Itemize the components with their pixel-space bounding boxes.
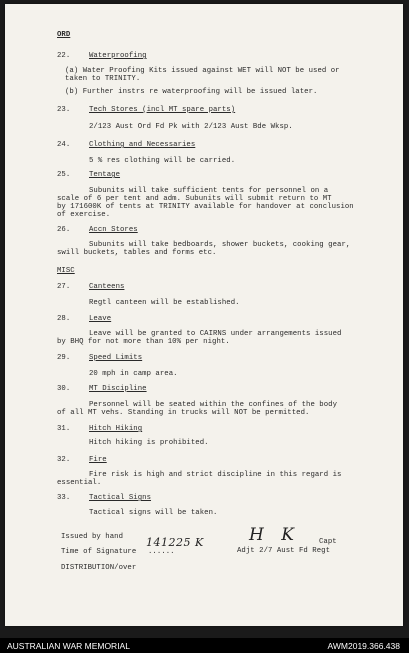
item-number: 31. bbox=[57, 425, 71, 433]
item-line: 20 mph in camp area. bbox=[89, 370, 178, 378]
signatory-role: Adjt 2/7 Aust Fd Regt bbox=[237, 547, 331, 555]
item-line: Regtl canteen will be established. bbox=[89, 299, 240, 307]
item-number: 23. bbox=[57, 106, 71, 114]
item-line: Tactical signs will be taken. bbox=[89, 509, 218, 517]
item-heading: Canteens bbox=[89, 283, 125, 291]
item-line: of exercise. bbox=[57, 211, 111, 219]
item-heading: Speed Limits bbox=[89, 354, 143, 362]
item-heading: Tactical Signs bbox=[89, 494, 152, 502]
handwritten-time: 141225 K bbox=[146, 536, 204, 549]
item-heading: Waterproofing bbox=[89, 52, 147, 60]
item-line: Leave will be granted to CAIRNS under arrangements issued bbox=[89, 330, 342, 338]
item-number: 24. bbox=[57, 141, 71, 149]
item-line: taken to TRINITY. bbox=[65, 75, 141, 83]
item-number: 32. bbox=[57, 456, 71, 464]
distribution-note: DISTRIBUTION/over bbox=[61, 564, 137, 572]
footer-accession-number: AWM2019.366.438 bbox=[327, 641, 400, 651]
item-heading: MT Discipline bbox=[89, 385, 147, 393]
item-heading: Tech Stores (incl MT spare parts) bbox=[89, 106, 236, 114]
item-heading: Tentage bbox=[89, 171, 121, 179]
footer-institution: AUSTRALIAN WAR MEMORIAL bbox=[7, 641, 130, 651]
section-heading: MISC bbox=[57, 267, 75, 275]
issued-by: Issued by hand bbox=[61, 533, 124, 541]
header-mark: ORD bbox=[57, 31, 71, 39]
item-line: by 171600K of tents at TRINITY available for handover at conclusion bbox=[57, 203, 354, 211]
item-line: (a) Water Proofing Kits issued against WET will NOT be used or bbox=[65, 67, 340, 75]
item-number: 29. bbox=[57, 354, 71, 362]
item-line: Subunits will take sufficient tents for personnel on a bbox=[89, 187, 329, 195]
item-heading: Hitch Hiking bbox=[89, 425, 143, 433]
item-line: 2/123 Aust Ord Fd Pk with 2/123 Aust Bde Wksp. bbox=[89, 123, 293, 131]
item-heading: Clothing and Necessaries bbox=[89, 141, 196, 149]
signature: H K bbox=[249, 525, 300, 545]
item-line: Fire risk is high and strict discipline in this regard is bbox=[89, 471, 342, 479]
item-line: Subunits will take bedboards, shower buckets, cooking gear, bbox=[89, 241, 351, 249]
archive-footer bbox=[0, 638, 409, 653]
document-page bbox=[5, 4, 403, 626]
item-number: 22. bbox=[57, 52, 71, 60]
time-of-signature-dots: ...... bbox=[148, 548, 175, 556]
item-number: 33. bbox=[57, 494, 71, 502]
item-line: 5 % res clothing will be carried. bbox=[89, 157, 236, 165]
item-line: Personnel will be seated within the confines of the body bbox=[89, 401, 338, 409]
item-line: of all MT vehs. Standing in trucks will NOT be permitted. bbox=[57, 409, 310, 417]
item-line: by BHQ for not more than 10% per night. bbox=[57, 338, 230, 346]
item-heading: Accn Stores bbox=[89, 226, 138, 234]
time-of-signature-label: Time of Signature bbox=[61, 548, 137, 556]
item-heading: Leave bbox=[89, 315, 112, 323]
item-number: 26. bbox=[57, 226, 71, 234]
item-line: Hitch hiking is prohibited. bbox=[89, 439, 209, 447]
item-line: (b) Further instrs re waterproofing will be issued later. bbox=[65, 88, 318, 96]
signatory-rank: Capt bbox=[319, 538, 337, 546]
item-number: 30. bbox=[57, 385, 71, 393]
item-line: scale of 6 per tent and adm. Subunits will submit return to MT bbox=[57, 195, 332, 203]
item-line: essential. bbox=[57, 479, 102, 487]
item-number: 27. bbox=[57, 283, 71, 291]
item-heading: Fire bbox=[89, 456, 107, 464]
item-number: 28. bbox=[57, 315, 71, 323]
item-number: 25. bbox=[57, 171, 71, 179]
item-line: swill buckets, tables and forms etc. bbox=[57, 249, 217, 257]
